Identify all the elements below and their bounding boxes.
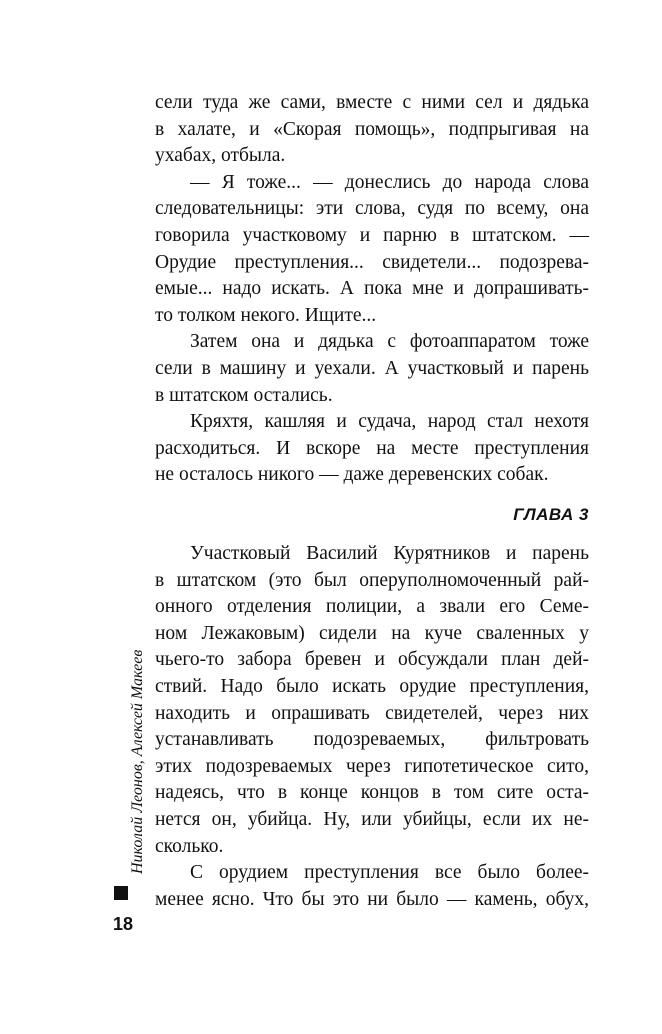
- text-top: [155, 90, 589, 489]
- text-line: — Я тоже... — донеслись до народа слова: [190, 171, 589, 193]
- text-line: то толком некого. Ищите...: [155, 304, 377, 326]
- text-line: сели туда же сами, вместе с ними сел и дядька: [155, 92, 589, 113]
- text-line: онного отделения полиции, а звали его Семе-: [155, 596, 589, 618]
- chapter-heading: ГЛАВА 3: [513, 505, 589, 524]
- text-line: говорила участковому и парню в штатском. —: [155, 224, 589, 246]
- text-line: ухабах, отбыла.: [155, 145, 286, 167]
- text-line: этих подозреваемых через гипотетическое сито,: [155, 755, 589, 777]
- text-line: С орудием преступления все было более-: [190, 862, 589, 884]
- text-line: в штатском остались.: [155, 384, 333, 406]
- text-line: Участковый Василий Курятников и парень: [190, 543, 589, 564]
- text-bottom: [155, 541, 589, 913]
- text-line: Затем она и дядька с фотоаппаратом тоже: [190, 331, 589, 353]
- text-line: в халате, и «Скорая помощь», подпрыгивая на: [155, 118, 589, 140]
- page-marker-square: [114, 886, 128, 900]
- text-line: Орудие преступления... свидетели... подозрева-: [155, 251, 589, 273]
- text-line: следовательницы: эти слова, судя по всему, она: [155, 198, 589, 220]
- text-line: ном Лежаковым) сидели на куче сваленных у: [155, 622, 589, 644]
- running-head-author: Николай Леонов, Алексей Макеев: [129, 649, 146, 874]
- text-line: расходиться. И вскоре на месте преступления: [155, 437, 589, 459]
- text-line: устанавливать подозреваемых, фильтровать: [155, 729, 589, 751]
- text-line: сколько.: [155, 835, 224, 857]
- text-line: в штатском (это был оперуполномоченный рай-: [155, 569, 589, 591]
- text-line: менее ясно. Что бы это ни было — камень, обух,: [155, 888, 589, 910]
- text-line: емые... надо искать. А пока мне и допрашивать-: [155, 278, 589, 300]
- text-line: Кряхтя, кашляя и судача, народ стал нехотя: [190, 411, 589, 433]
- text-line: нется он, убийца. Ну, или убийцы, если их не-: [155, 808, 589, 830]
- text-line: сели в машину и уехали. А участковый и парень: [155, 357, 589, 379]
- page-number: 18: [113, 914, 134, 934]
- text-line: чьего-то забора бревен и обсуждали план дей-: [155, 649, 589, 671]
- text-line: не осталось никого — даже деревенских собак.: [155, 464, 549, 486]
- text-line: находить и опрашивать свидетелей, через них: [155, 702, 589, 724]
- text-line: ствий. Надо было искать орудие преступления,: [155, 675, 589, 697]
- text-line: надеясь, что в конце концов в том сите оста-: [155, 782, 589, 804]
